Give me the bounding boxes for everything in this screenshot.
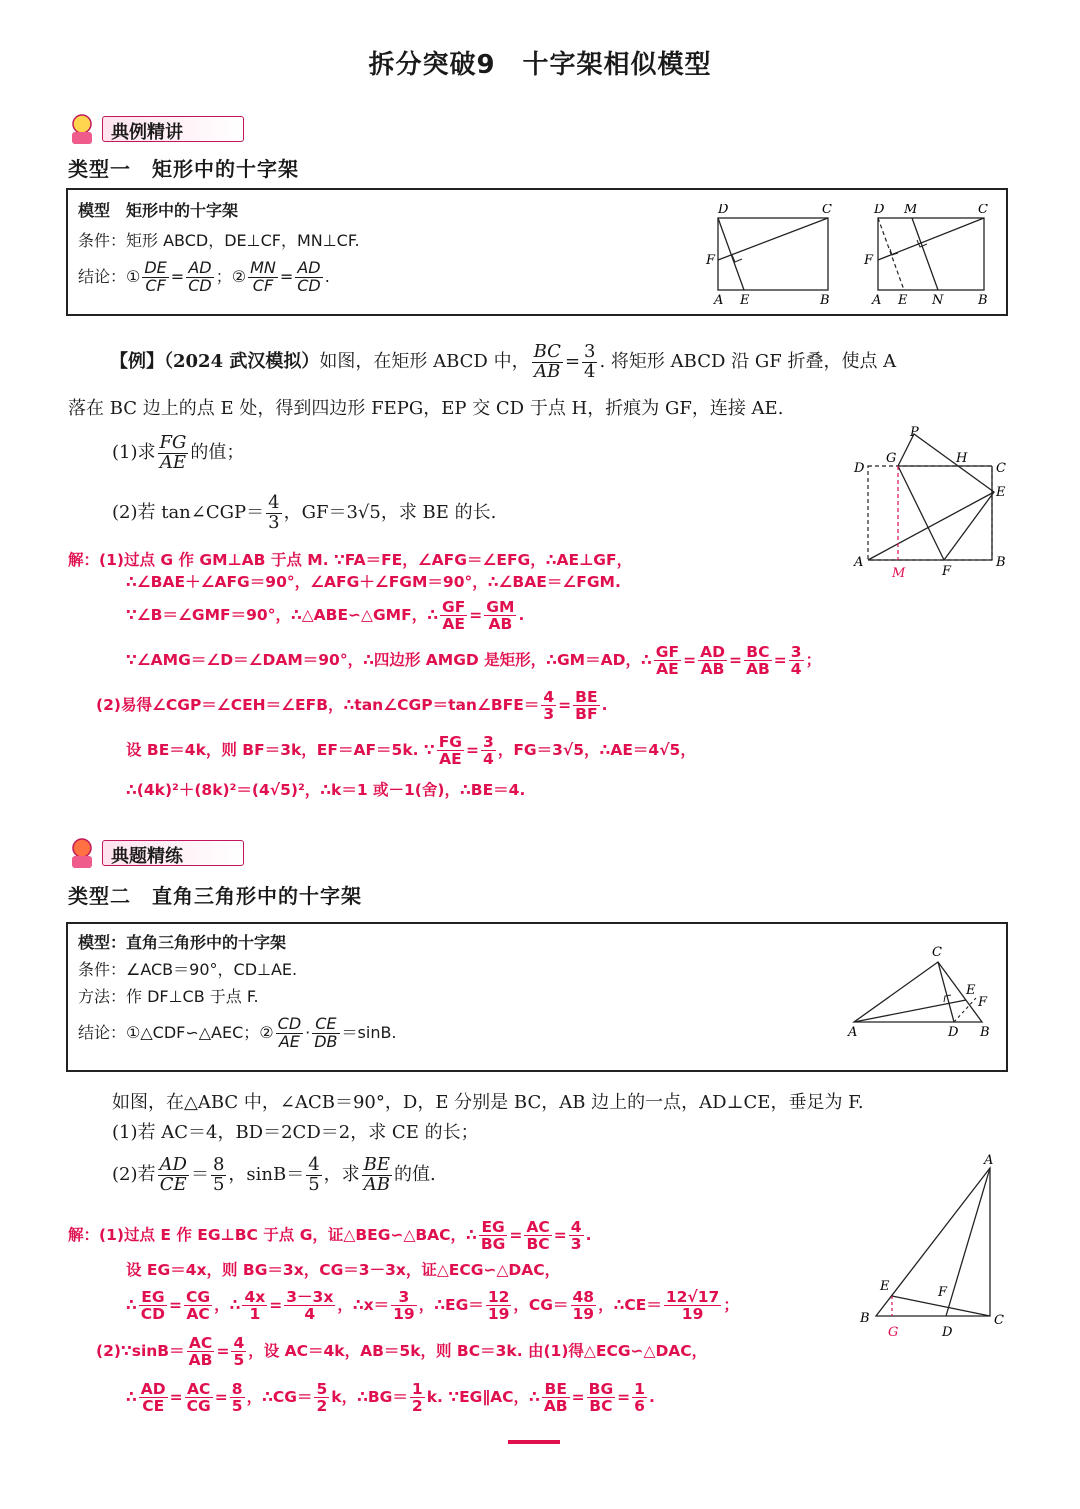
solution1-line-6: 设 BE＝4k，则 BF＝3k，EF＝AF＝5k. ∵ $\frac{FG}{AE}$ = $\frac{3}{4}$ ，FG＝3√5，∴AE＝4√5， (126, 732, 696, 768)
example-question-2: (2)若 tan∠CGP＝ $\frac{4}{3}$ ，GF＝3√5，求 BE 的长. (112, 491, 497, 533)
svg-text:F: F (706, 253, 716, 268)
model-box-right-triangle (66, 922, 1008, 1072)
svg-text:D: D (718, 204, 729, 217)
svg-text:C: C (822, 204, 832, 217)
banner-label: 典例精讲 (111, 122, 183, 143)
right-triangle-model-figure (838, 938, 1002, 1050)
type2-heading: 类型二 直角三角形中的十字架 (68, 884, 362, 908)
folding-rectangle-figure (848, 424, 1028, 584)
svg-text:H: H (956, 451, 968, 466)
example-line-1: 【例】（2024 武汉模拟）如图，在矩形 ABCD 中， $\frac{BC}{AB}$ = $\frac{3}{4}$ . 将矩形 ABCD 沿 GF 折叠，使点 A (110, 340, 897, 382)
svg-text:C: C (932, 945, 942, 960)
example-line-2: 落在 BC 边上的点 E 处，得到四边形 FEPG，EP 交 CD 于点 H，折痕为 GF，连接 AE. (68, 398, 784, 419)
cartoon-mascot-icon (64, 836, 104, 870)
svg-text:B: B (860, 1311, 870, 1326)
svg-text:F: F (978, 995, 988, 1010)
model1-title: 模型 矩形中的十字架 (78, 201, 239, 220)
model1-conclusion: 结论：① $\frac{DE}{CF}$ = $\frac{AD}{CD}$ ；② $\frac{MN}{CF}$ = $\frac{AD}{CD}$ . (78, 258, 330, 295)
svg-text:M: M (892, 566, 906, 581)
type1-heading: 类型一 矩形中的十字架 (68, 157, 299, 181)
rectangle-cross-figures (698, 204, 998, 308)
svg-text:E: E (898, 293, 908, 308)
problem2-question-1: (1)若 AC＝4，BD＝2CD＝2，求 CE 的长； (112, 1122, 479, 1143)
svg-text:G: G (886, 451, 897, 466)
svg-text:P: P (910, 425, 919, 440)
solution1-line-2: ∴∠BAE＋∠AFG＝90°，∠AFG＋∠FGM＝90°，∴∠BAE＝∠FGM. (126, 573, 621, 591)
svg-text:A: A (848, 1025, 858, 1040)
svg-text:C: C (978, 204, 988, 217)
svg-text:C: C (996, 461, 1006, 476)
solution1-line-4: ∵∠AMG＝∠D＝∠DAM＝90°，∴四边形 AMGD 是矩形，∴GM＝AD，∴ $\frac{GF}{AE}$ = $\frac{AD}{AB}$ = $\frac{BC}{AB}$ = $\frac{3}{4}$ ； (126, 642, 822, 678)
section-banner-examples (64, 112, 264, 146)
section-banner-practice (64, 836, 264, 870)
model2-title: 模型：直角三角形中的十字架 (78, 933, 287, 952)
triangle-problem-figure (850, 1150, 1020, 1350)
svg-text:F: F (864, 253, 874, 268)
svg-text:A: A (854, 555, 864, 570)
svg-text:A: A (872, 293, 882, 308)
solution2-line-1: 解：(1)过点 E 作 EG⊥BC 于点 G，证△BEG∽△BAC，∴ $\frac{EG}{BG}$ = $\frac{AC}{BC}$ = $\frac{4}{3}$ . (68, 1217, 592, 1253)
svg-text:B: B (996, 555, 1006, 570)
cartoon-girl-icon (64, 112, 104, 146)
svg-text:C: C (994, 1313, 1004, 1328)
svg-text:D: D (874, 204, 885, 217)
model2-conclusion: 结论：①△CDF∽△AEC；② $\frac{CD}{AE}$ · $\frac{CE}{DB}$ ＝sinB. (78, 1014, 397, 1051)
svg-text:N: N (932, 293, 944, 308)
page-title: 拆分突破9 十字架相似模型 (368, 50, 712, 80)
solution1-line-1: 解：(1)过点 G 作 GM⊥AB 于点 M. ∵FA＝FE，∠AFG＝∠EFG，∴AE⊥GF， (68, 551, 633, 569)
svg-text:E: E (880, 1279, 890, 1294)
solution1-line-7: ∴(4k)²＋(8k)²＝(4√5)²，∴k＝1 或－1(舍)，∴BE＝4. (126, 781, 526, 799)
banner-label: 典题精练 (111, 846, 183, 867)
svg-text:A: A (984, 1153, 994, 1168)
model-box-rectangle (66, 188, 1008, 316)
svg-text:B: B (980, 1025, 990, 1040)
svg-text:D: D (942, 1325, 953, 1340)
svg-text:A: A (714, 293, 724, 308)
svg-text:F: F (938, 1285, 948, 1300)
svg-text:D: D (854, 461, 865, 476)
model2-method: 方法：作 DF⊥CB 于点 F. (78, 987, 259, 1006)
svg-text:G: G (888, 1325, 899, 1340)
solution2-line-3: ∴ $\frac{EG}{CD}$ = $\frac{CG}{AC}$ ，∴ $\frac{4x}{1}$ = $\frac{3-3x}{4}$ ，∴x＝ $\frac{3}{19}$ ，∴EG＝ $\frac{12}{19}$ ，CG＝ $\frac{48}{19}$ ，∴CE＝ $\frac{12√17}{19}$ ； (126, 1287, 739, 1323)
solution1-line-3: ∵∠B＝∠GMF＝90°，∴△ABE∽△GMF，∴ $\frac{GF}{AE}$ = $\frac{GM}{AB}$ . (126, 597, 525, 633)
model1-condition: 条件：矩形 ABCD，DE⊥CF，MN⊥CF. (78, 231, 360, 250)
svg-text:D: D (948, 1025, 959, 1040)
problem2-question-2: (2)若 $\frac{AD}{CE}$ ＝ $\frac{8}{5}$ ，sinB＝ $\frac{4}{5}$ ，求 $\frac{BE}{AB}$ 的值. (112, 1153, 436, 1195)
svg-text:B: B (978, 293, 988, 308)
example-question-1: (1)求 $\frac{FG}{AE}$ 的值； (112, 431, 245, 473)
svg-text:M: M (904, 204, 918, 217)
svg-text:E: E (996, 485, 1006, 500)
solution1-line-5: (2)易得∠CGP＝∠CEH＝∠EFB，∴tan∠CGP＝tan∠BFE＝ $\frac{4}{3}$ = $\frac{BE}{BF}$ . (96, 687, 608, 723)
solution2-line-5: ∴ $\frac{AD}{CE}$ = $\frac{AC}{CG}$ = $\frac{8}{5}$ ，∴CG＝ $\frac{5}{2}$ k，∴BG＝ $\frac{1}{2}$ k. ∵EG∥AC，∴ $\frac{BE}{AB}$ = $\frac{BG}{BC}$ = $\frac{1}{6}$ . (126, 1379, 655, 1415)
solution2-line-4: (2)∵sinB＝ $\frac{AC}{AB}$ = $\frac{4}{5}$ ，设 AC＝4k，AB＝5k，则 BC＝3k. 由(1)得△ECG∽△DAC， (96, 1333, 708, 1369)
model2-condition: 条件：∠ACB＝90°，CD⊥AE. (78, 960, 298, 979)
svg-text:B: B (820, 293, 830, 308)
svg-text:E: E (740, 293, 750, 308)
problem2-statement: 如图，在△ABC 中，∠ACB＝90°，D，E 分别是 BC，AB 边上的一点，AD⊥CE，垂足为 F. (112, 1092, 864, 1113)
svg-text:F: F (942, 564, 952, 579)
svg-text:E: E (966, 983, 976, 998)
solution2-line-2: 设 EG＝4x，则 BG＝3x，CG＝3－3x，证△ECG∽△DAC， (126, 1261, 561, 1279)
page-footer-mark (508, 1440, 560, 1444)
